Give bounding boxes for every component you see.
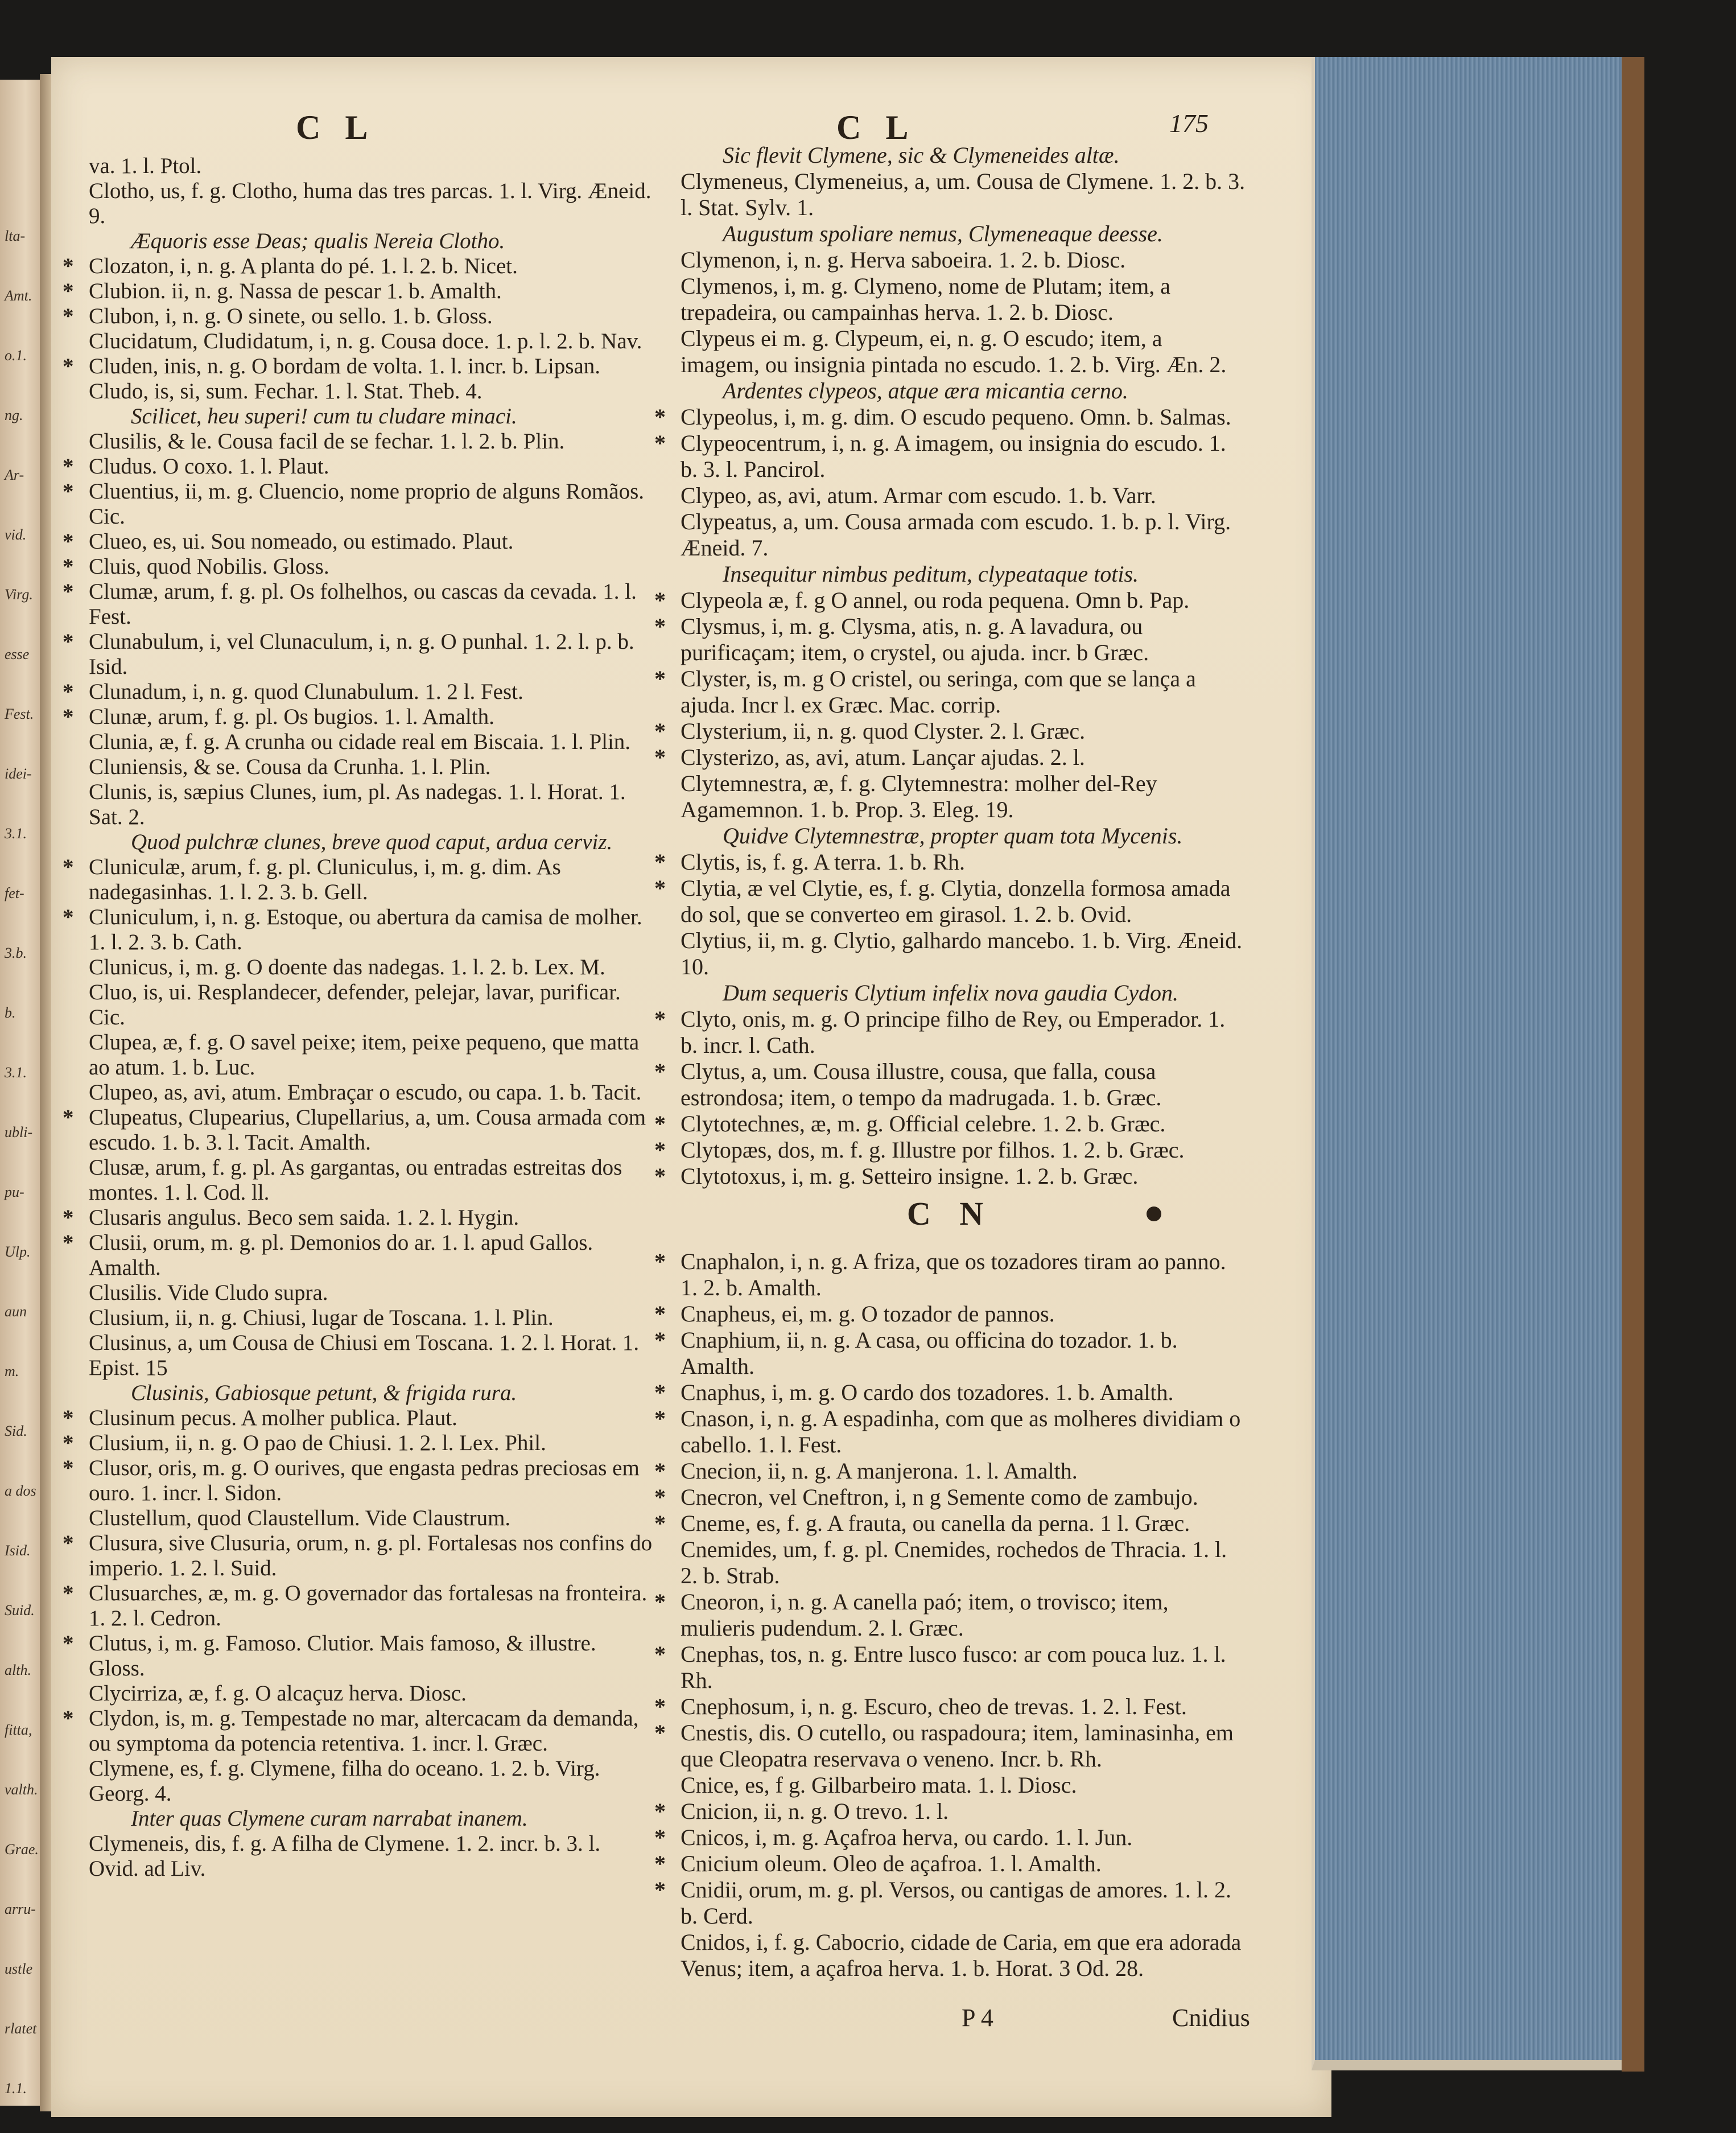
dictionary-entry <box>63 730 654 755</box>
entry-text: Clymeneus, Clymeneius, a, um. Cousa de Clymene. 1. 2. b. 3. l. Stat. Sylv. 1. <box>681 168 1246 220</box>
dictionary-entry <box>63 629 654 680</box>
previous-page-fragment: 3.1. <box>5 1064 27 1081</box>
dictionary-entry <box>63 1205 654 1230</box>
entry-text: Cludo, is, si, sum. Fechar. 1. l. Stat. Theb. 4. <box>89 379 483 403</box>
previous-page-edge <box>0 80 43 2106</box>
quotation-line: Ardentes clypeos, atque æra micantia cerno. <box>723 378 1128 403</box>
previous-page-fragment: fitta, <box>5 1722 32 1738</box>
previous-page-fragment: esse <box>5 646 30 662</box>
dictionary-entry <box>63 955 654 980</box>
entry-text: Clubion. ii, n. g. Nassa de pescar 1. b. Amalth. <box>89 279 502 303</box>
entry-text: Cnecion, ii, n. g. A manjerona. 1. l. Amalth. <box>681 1458 1078 1484</box>
entry-text: Cnicion, ii, n. g. O trevo. 1. l. <box>681 1798 949 1824</box>
entry-text: Clusinum pecus. A molher publica. Plaut. <box>89 1406 457 1430</box>
entry-text: Clytius, ii, m. g. Clytio, galhardo mancebo. 1. b. Virg. Æneid. 10. <box>681 928 1243 979</box>
entry-text: Clypeolus, i, m. g. dim. O escudo pequeno. Omn. b. Salmas. <box>681 404 1231 430</box>
entry-text: Cluniensis, & se. Cousa da Crunha. 1. l. Plin. <box>89 755 491 779</box>
entry-text: Cnicos, i, m. g. Açafroa herva, ou cardo. 1. l. Jun. <box>681 1825 1133 1850</box>
quotation-line: Insequitur nimbus peditum, clypeataque totis. <box>723 561 1139 587</box>
previous-page-fragment: ubli- <box>5 1124 33 1140</box>
dictionary-entry <box>63 479 654 529</box>
dictionary-entry <box>654 247 1246 273</box>
entry-text: Cluo, is, ui. Resplandecer, defender, pelejar, lavar, purificar. Cic. <box>89 980 621 1030</box>
asterisk-mark: * <box>654 613 666 639</box>
entry-text: Clunadum, i, n. g. quod Clunabulum. 1. 2 l. Fest. <box>89 680 523 704</box>
previous-page-fragment: o.1. <box>5 347 27 364</box>
dictionary-entry <box>63 1080 654 1105</box>
dictionary-entry <box>654 875 1246 928</box>
asterisk-mark: * <box>63 1230 74 1255</box>
dictionary-entry <box>63 1506 654 1531</box>
dictionary-entry <box>654 1458 1246 1484</box>
entry-text: Cnaphalon, i, n. g. A friza, que os tozadores tiram ao panno. 1. 2. b. Amalth. <box>681 1249 1226 1300</box>
asterisk-mark: * <box>654 1327 666 1353</box>
asterisk-mark: * <box>654 1720 666 1745</box>
entry-text: Clytis, is, f. g. A terra. 1. b. Rh. <box>681 849 965 875</box>
entry-text: Clunis, is, sæpius Clunes, ium, pl. As nadegas. 1. l. Horat. 1. Sat. 2. <box>89 780 626 829</box>
dictionary-entry <box>63 855 654 905</box>
dictionary-entry <box>63 680 654 705</box>
entry-text: Clusura, sive Clusuria, orum, n. g. pl. Fortalesas nos confins do imperio. 1. 2. l. Suid. <box>89 1531 653 1580</box>
previous-page-fragment: ustle <box>5 1961 33 1977</box>
entry-text: Clymenon, i, n. g. Herva saboeira. 1. 2. b. Diosc. <box>681 247 1126 273</box>
asterisk-mark: * <box>654 430 666 456</box>
asterisk-mark: * <box>63 905 74 929</box>
dictionary-entry <box>654 1929 1246 1982</box>
entry-text: Clusilis. Vide Cludo supra. <box>89 1280 328 1305</box>
dictionary-entry <box>654 849 1246 875</box>
dictionary-entry <box>654 1589 1246 1641</box>
asterisk-mark: * <box>63 1105 74 1130</box>
entry-text: Cluniculæ, arum, f. g. pl. Cluniculus, i, m. g. dim. As nadegasinhas. 1. l. 2. 3. b. Gell. <box>89 855 561 904</box>
asterisk-mark: * <box>63 1205 74 1230</box>
entry-text: Clytia, æ vel Clytie, es, f. g. Clytia, donzella formosa amada do sol, que se converteo em girasol. 1. 2. b. Ovid. <box>681 875 1231 927</box>
asterisk-mark: * <box>63 254 74 278</box>
dictionary-entry <box>63 1406 654 1431</box>
dictionary-entry <box>654 718 1246 744</box>
entry-text: Clutus, i, m. g. Famoso. Clutior. Mais famoso, & illustre. Gloss. <box>89 1631 596 1681</box>
previous-page-fragment: Ar- <box>5 467 24 483</box>
entry-text: Clunicus, i, m. g. O doente das nadegas. 1. l. 2. b. Lex. M. <box>89 955 605 979</box>
quotation-line: Clusinis, Gabiosque petunt, & frigida rura. <box>131 1381 517 1405</box>
asterisk-mark: * <box>654 875 666 901</box>
asterisk-mark: * <box>63 1406 74 1430</box>
entry-text: Clusium, ii, n. g. O pao de Chiusi. 1. 2. l. Lex. Phil. <box>89 1431 546 1455</box>
asterisk-mark: * <box>63 1456 74 1480</box>
dictionary-entry <box>63 1706 654 1756</box>
entry-text: Cnaphium, ii, n. g. A casa, ou officina do tozador. 1. b. Amalth. <box>681 1327 1178 1379</box>
asterisk-mark: * <box>654 1249 666 1274</box>
asterisk-mark: * <box>654 404 666 430</box>
asterisk-mark: * <box>654 587 666 613</box>
entry-text: Cnephosum, i, n. g. Escuro, cheo de trevas. 1. 2. l. Fest. <box>681 1694 1187 1719</box>
previous-page-fragment: fet- <box>5 885 24 901</box>
asterisk-mark: * <box>654 1694 666 1719</box>
dictionary-entry <box>654 1137 1246 1163</box>
dictionary-entry <box>654 273 1246 326</box>
asterisk-mark: * <box>654 1163 666 1189</box>
asterisk-mark: * <box>654 1589 666 1615</box>
dictionary-entry <box>654 1825 1246 1851</box>
quotation-line: Inter quas Clymene curam narrabat inanem. <box>131 1806 528 1831</box>
dictionary-entry <box>654 771 1246 823</box>
entry-text: Clypeo, as, avi, atum. Armar com escudo. 1. b. Varr. <box>681 483 1156 508</box>
entry-text: Clycirriza, æ, f. g. O alcaçuz herva. Diosc. <box>89 1681 467 1706</box>
dictionary-entry <box>63 780 654 830</box>
dictionary-entry <box>654 1694 1246 1720</box>
dictionary-entry <box>654 1537 1246 1589</box>
dictionary-entry <box>63 1306 654 1331</box>
entry-text: Cneoron, i, n. g. A canella paó; item, o trovisco; item, mulieris pudendum. 2. l. Græc. <box>681 1589 1169 1641</box>
running-head-right: C L <box>836 109 917 146</box>
previous-page-fragment: Isid. <box>5 1542 31 1559</box>
dictionary-entry <box>63 1681 654 1706</box>
dictionary-entry <box>63 179 654 229</box>
dictionary-entry <box>63 1155 654 1205</box>
entry-text: Clytemnestra, æ, f. g. Clytemnestra: molher del-Rey Agamemnon. 1. b. Prop. 3. Eleg. 19. <box>681 771 1157 822</box>
asterisk-mark: * <box>654 1851 666 1876</box>
catchword: Cnidius <box>1172 2004 1250 2032</box>
dictionary-entry <box>654 1798 1246 1825</box>
asterisk-mark: * <box>654 1406 666 1431</box>
asterisk-mark: * <box>63 629 74 654</box>
asterisk-mark: * <box>63 304 74 328</box>
asterisk-mark: * <box>63 1706 74 1731</box>
previous-page-fragment: arru- <box>5 1901 36 1917</box>
dictionary-entry <box>654 1249 1246 1301</box>
dictionary-entry <box>654 1720 1246 1772</box>
entry-text: Clysterizo, as, avi, atum. Lançar ajudas. 2. l. <box>681 744 1085 770</box>
previous-page-fragment: valth. <box>5 1781 38 1798</box>
asterisk-mark: * <box>63 454 74 479</box>
dictionary-entry <box>654 1059 1246 1111</box>
asterisk-mark: * <box>63 354 74 378</box>
dictionary-entry <box>63 1331 654 1381</box>
asterisk-mark: * <box>63 479 74 504</box>
quotation-line: Æquoris esse Deas; qualis Nereia Clotho. <box>131 229 505 253</box>
dictionary-entry <box>654 509 1246 561</box>
entry-text: Clusaris angulus. Beco sem saida. 1. 2. l. Hygin. <box>89 1205 519 1230</box>
previous-page-fragment: 1.1. <box>5 2080 27 2097</box>
asterisk-mark: * <box>654 1059 666 1084</box>
previous-page-fragment: Sid. <box>5 1423 27 1439</box>
entry-text: va. 1. l. Ptol. <box>89 154 202 178</box>
dictionary-entry <box>63 354 654 379</box>
quotation-line: Sic flevit Clymene, sic & Clymeneides altæ. <box>723 142 1120 168</box>
dictionary-entry <box>654 1380 1246 1406</box>
entry-text: Clunia, æ, f. g. A crunha ou cidade real em Biscaia. 1. l. Plin. <box>89 730 631 754</box>
entry-text: Cnapheus, ei, m. g. O tozador de pannos. <box>681 1301 1055 1327</box>
entry-text: Clydon, is, m. g. Tempestade no mar, altercacam da demanda, ou symptoma da potencia retentiva. 1. incr. l. Græc. <box>89 1706 639 1756</box>
dictionary-entry <box>63 1631 654 1681</box>
previous-page-fragment: Fest. <box>5 706 34 722</box>
dictionary-entry <box>654 613 1246 666</box>
asterisk-mark: * <box>654 1458 666 1484</box>
entry-text: Cnemides, um, f. g. pl. Cnemides, rochedos de Thracia. 1. l. 2. b. Strab. <box>681 1537 1227 1588</box>
entry-text: Clozaton, i, n. g. A planta do pé. 1. l. 2. b. Nicet. <box>89 254 518 278</box>
entry-text: Clyster, is, m. g O cristel, ou seringa, com que se lança a ajuda. Incr l. ex Græc. Mac. corrip. <box>681 666 1196 718</box>
asterisk-mark: * <box>654 666 666 691</box>
entry-text: Clotho, us, f. g. Clotho, huma das tres parcas. 1. l. Virg. Æneid. 9. <box>89 179 651 228</box>
previous-page-fragment: 3.b. <box>5 945 27 961</box>
asterisk-mark: * <box>63 1531 74 1555</box>
dictionary-entry <box>63 1030 654 1080</box>
dictionary-entry <box>654 1484 1246 1510</box>
dictionary-entry <box>654 1111 1246 1137</box>
entry-text: Clubon, i, n. g. O sinete, ou sello. 1. b. Gloss. <box>89 304 493 328</box>
dictionary-entry <box>63 154 654 179</box>
asterisk-mark: * <box>654 1641 666 1667</box>
entry-text: Clumæ, arum, f. g. pl. Os folhelhos, ou cascas da cevada. 1. l. Fest. <box>89 579 637 629</box>
entry-text: Clytotechnes, æ, m. g. Official celebre. 1. 2. b. Græc. <box>681 1111 1166 1136</box>
dictionary-entry <box>63 980 654 1030</box>
entry-text: Clupea, æ, f. g. O savel peixe; item, peixe pequeno, que matta ao atum. 1. b. Luc. <box>89 1030 640 1080</box>
entry-text: Cluden, inis, n. g. O bordam de volta. 1. l. incr. b. Lipsan. <box>89 354 601 378</box>
dictionary-entry <box>63 1431 654 1456</box>
entry-text: Clunabulum, i, vel Clunaculum, i, n. g. O punhal. 1. 2. l. p. b. Isid. <box>89 629 634 679</box>
entry-text: Clueo, es, ui. Sou nomeado, ou estimado. Plaut. <box>89 529 514 554</box>
signature-mark: P 4 <box>962 2004 993 2032</box>
dictionary-entry <box>654 744 1246 771</box>
dictionary-entry <box>654 168 1246 221</box>
dictionary-entry <box>654 1772 1246 1798</box>
entry-text: Clusinus, a, um Cousa de Chiusi em Toscana. 1. 2. l. Horat. 1. Epist. 15 <box>89 1331 640 1380</box>
asterisk-mark: * <box>654 1510 666 1536</box>
dictionary-entry <box>63 1581 654 1631</box>
previous-page-fragment: alth. <box>5 1662 31 1678</box>
dictionary-entry <box>654 666 1246 718</box>
previous-page-fragment: 3.1. <box>5 825 27 842</box>
asterisk-mark: * <box>63 1581 74 1605</box>
dictionary-entry <box>654 1510 1246 1537</box>
asterisk-mark: * <box>63 855 74 879</box>
dictionary-entry <box>654 587 1246 613</box>
dictionary-entry <box>654 928 1246 980</box>
previous-page-fragment: Ulp. <box>5 1243 31 1260</box>
entry-text: Cnaphus, i, m. g. O cardo dos tozadores. 1. b. Amalth. <box>681 1380 1174 1405</box>
dictionary-entry <box>63 905 654 955</box>
dictionary-entry <box>654 1006 1246 1059</box>
dictionary-entry <box>654 430 1246 483</box>
dictionary-entry <box>63 579 654 629</box>
previous-page-fragment: Suid. <box>5 1602 35 1619</box>
entry-text: Clymeneis, dis, f. g. A filha de Clymene. 1. 2. incr. b. 3. l. Ovid. ad Liv. <box>89 1831 601 1881</box>
entry-text: Cluis, quod Nobilis. Gloss. <box>89 554 329 579</box>
asterisk-mark: * <box>63 1431 74 1455</box>
entry-text: Clytus, a, um. Cousa illustre, cousa, que falla, cousa estrondosa; item, o tempo da madrugada. 1. b. Græc. <box>681 1059 1162 1110</box>
previous-page-fragment: lta- <box>5 228 26 244</box>
dictionary-entry <box>654 1877 1246 1929</box>
dictionary-entry <box>63 554 654 579</box>
previous-page-fragment: Amt. <box>5 287 32 304</box>
dictionary-entry <box>63 755 654 780</box>
right-column-cn-entries <box>654 1249 1246 1982</box>
asterisk-mark: * <box>654 849 666 875</box>
dictionary-entry <box>63 529 654 554</box>
entry-text: Cludus. O coxo. 1. l. Plaut. <box>89 454 329 479</box>
dictionary-entry <box>63 705 654 730</box>
dictionary-entry <box>63 1230 654 1280</box>
entry-text: Cnason, i, n. g. A espadinha, com que as molheres dividiam o cabello. 1. l. Fest. <box>681 1406 1241 1457</box>
asterisk-mark: * <box>654 1006 666 1032</box>
previous-page-fragment: vid. <box>5 526 27 543</box>
entry-text: Clymene, es, f. g. Clymene, filha do oceano. 1. 2. b. Virg. Georg. 4. <box>89 1756 600 1806</box>
previous-page-fragment: idei- <box>5 765 32 782</box>
dictionary-entry <box>63 279 654 304</box>
entry-text: Clupeo, as, avi, atum. Embraçar o escudo, ou capa. 1. b. Tacit. <box>89 1080 642 1105</box>
dictionary-entry <box>654 326 1246 378</box>
dictionary-entry <box>63 329 654 354</box>
asterisk-mark: * <box>63 579 74 604</box>
entry-text: Clusæ, arum, f. g. pl. As gargantas, ou entradas estreitas dos montes. 1. l. Cod. ll. <box>89 1155 622 1205</box>
asterisk-mark: * <box>63 554 74 579</box>
previous-page-fragment: rlatet <box>5 2020 37 2037</box>
previous-page-fragment: ng. <box>5 407 23 423</box>
dictionary-entry <box>63 454 654 479</box>
entry-text: Clusium, ii, n. g. Chiusi, lugar de Toscana. 1. l. Plin. <box>89 1306 554 1330</box>
page-number: 175 <box>1169 109 1209 138</box>
entry-text: Clucidatum, Cludidatum, i, n. g. Cousa doce. 1. p. l. 2. b. Nav. <box>89 329 642 353</box>
previous-page-fragment: pu- <box>5 1184 24 1200</box>
dictionary-entry <box>63 429 654 454</box>
entry-text: Cluentius, ii, m. g. Cluencio, nome proprio de alguns Romãos. Cic. <box>89 479 644 529</box>
dictionary-entry <box>63 1831 654 1881</box>
dictionary-entry <box>654 1327 1246 1380</box>
left-column <box>63 154 654 1881</box>
entry-text: Cnidii, orum, m. g. pl. Versos, ou cantigas de amores. 1. l. 2. b. Cerd. <box>681 1877 1232 1929</box>
entry-text: Clusuarches, æ, m. g. O governador das fortalesas na fronteira. 1. 2. l. Cedron. <box>89 1581 648 1630</box>
entry-text: Clunæ, arum, f. g. pl. Os bugios. 1. l. Amalth. <box>89 705 494 729</box>
asterisk-mark: * <box>654 1301 666 1327</box>
previous-page-fragment: a dos <box>5 1483 36 1499</box>
entry-text: Clytotoxus, i, m. g. Setteiro insigne. 1. 2. b. Græc. <box>681 1163 1139 1189</box>
entry-text: Cnecron, vel Cneftron, i, n g Semente como de zambujo. <box>681 1484 1198 1510</box>
dictionary-entry <box>63 304 654 329</box>
entry-text: Clyto, onis, m. g. O principe filho de Rey, ou Emperador. 1. b. incr. l. Cath. <box>681 1006 1226 1058</box>
quotation-line: Dum sequeris Clytium infelix nova gaudia Cydon. <box>723 980 1179 1006</box>
asterisk-mark: * <box>63 529 74 554</box>
entry-text: Clusor, oris, m. g. O ourives, que engasta pedras preciosas em ouro. 1. incr. l. Sidon. <box>89 1456 640 1505</box>
asterisk-mark: * <box>654 744 666 770</box>
previous-page-fragment: m. <box>5 1363 19 1380</box>
dictionary-entry <box>654 1851 1246 1877</box>
right-column <box>654 142 1246 1982</box>
entry-text: Clysterium, ii, n. g. quod Clyster. 2. l. Græc. <box>681 718 1086 744</box>
asterisk-mark: * <box>63 705 74 729</box>
dictionary-entry <box>654 1301 1246 1327</box>
previous-page-fragment: Virg. <box>5 586 33 603</box>
entry-text: Clypeatus, a, um. Cousa armada com escudo. 1. b. p. l. Virg. Æneid. 7. <box>681 509 1231 561</box>
asterisk-mark: * <box>654 1484 666 1510</box>
dictionary-entry <box>63 1531 654 1581</box>
entry-text: Clytopæs, dos, m. f. g. Illustre por filhos. 1. 2. b. Græc. <box>681 1137 1185 1163</box>
entry-text: Clusilis, & le. Cousa facil de se fechar. 1. l. 2. b. Plin. <box>89 429 565 454</box>
quotation-line: Scilicet, heu superi! cum tu cludare minaci. <box>131 404 517 429</box>
quotation-line: Augustum spoliare nemus, Clymeneaque deesse. <box>723 221 1163 246</box>
dictionary-entry <box>63 1756 654 1806</box>
entry-text: Cnephas, tos, n. g. Entre lusco fusco: ar com pouca luz. 1. l. Rh. <box>681 1641 1226 1693</box>
entry-text: Cnidos, i, f. g. Cabocrio, cidade de Caria, em que era adorada Venus; item, a açafroa herva. 1. b. Horat. 3 Od. 28. <box>681 1929 1242 1981</box>
entry-text: Cnicium oleum. Oleo de açafroa. 1. l. Amalth. <box>681 1851 1102 1876</box>
dictionary-entry <box>654 483 1246 509</box>
previous-page-fragment: b. <box>5 1004 16 1021</box>
asterisk-mark: * <box>654 1111 666 1136</box>
dictionary-entry <box>654 1641 1246 1694</box>
asterisk-mark: * <box>654 1380 666 1405</box>
asterisk-mark: * <box>63 1631 74 1656</box>
entry-text: Cnice, es, f g. Gilbarbeiro mata. 1. l. Diosc. <box>681 1772 1077 1798</box>
dictionary-entry <box>63 379 654 404</box>
dictionary-entry <box>654 1406 1246 1458</box>
entry-text: Clupeatus, Clupearius, Clupellarius, a, um. Cousa armada com escudo. 1. b. 3. l. Tacit. Amalth. <box>89 1105 646 1155</box>
entry-text: Clustellum, quod Claustellum. Vide Claustrum. <box>89 1506 511 1530</box>
running-head-left: C L <box>296 109 376 146</box>
asterisk-mark: * <box>654 1877 666 1903</box>
asterisk-mark: * <box>63 680 74 704</box>
asterisk-mark: * <box>654 1798 666 1824</box>
entry-text: Clypeola æ, f. g O annel, ou roda pequena. Omn b. Pap. <box>681 587 1190 613</box>
entry-text: Clypeus ei m. g. Clypeum, ei, n. g. O escudo; item, a imagem, ou insignia pintada no escudo. 1. 2. b. Virg. Æn. 2. <box>681 326 1227 377</box>
quotation-line: Quidve Clytemnestræ, propter quam tota Mycenis. <box>723 823 1183 849</box>
entry-text: Cluniculum, i, n. g. Estoque, ou abertura da camisa de molher. 1. l. 2. 3. b. Cath. <box>89 905 642 954</box>
right-column-cl-entries <box>654 142 1246 1189</box>
binding-edge <box>1622 57 1644 2072</box>
entry-text: Cneme, es, f. g. A frauta, ou canella da perna. 1 l. Græc. <box>681 1510 1190 1536</box>
previous-page-fragment: Grae. <box>5 1841 39 1858</box>
entry-text: Clypeocentrum, i, n. g. A imagem, ou insignia do escudo. 1. b. 3. l. Pancirol. <box>681 430 1226 482</box>
asterisk-mark: * <box>654 1825 666 1850</box>
previous-page-fragment: aun <box>5 1303 27 1320</box>
asterisk-mark: * <box>654 1137 666 1163</box>
quotation-line: Quod pulchræ clunes, breve quod caput, ardua cerviz. <box>131 830 613 854</box>
dictionary-entry <box>63 1280 654 1306</box>
fore-edge-blue-speckled <box>1312 57 1634 2070</box>
section-heading-cn: C N <box>906 1195 994 1232</box>
entry-text: Clysmus, i, m. g. Clysma, atis, n. g. A lavadura, ou purificaçam; item, o crystel, ou ajuda. incr. b Græc. <box>681 613 1149 665</box>
entry-text: Clusii, orum, m. g. pl. Demonios do ar. 1. l. apud Gallos. Amalth. <box>89 1230 593 1280</box>
ink-spot <box>1147 1206 1161 1221</box>
dictionary-entry <box>63 1105 654 1155</box>
asterisk-mark: * <box>63 279 74 303</box>
dictionary-entry <box>654 1163 1246 1189</box>
asterisk-mark: * <box>654 718 666 744</box>
entry-text: Clymenos, i, m. g. Clymeno, nome de Plutam; item, a trepadeira, ou campainhas herva. 1. 2. b. Diosc. <box>681 273 1171 325</box>
dictionary-entry <box>654 404 1246 430</box>
entry-text: Cnestis, dis. O cutello, ou raspadoura; item, laminasinha, em que Cleopatra reservava o veneno. Incr. b. Rh. <box>681 1720 1234 1772</box>
dictionary-entry <box>63 1456 654 1506</box>
dictionary-entry <box>63 254 654 279</box>
